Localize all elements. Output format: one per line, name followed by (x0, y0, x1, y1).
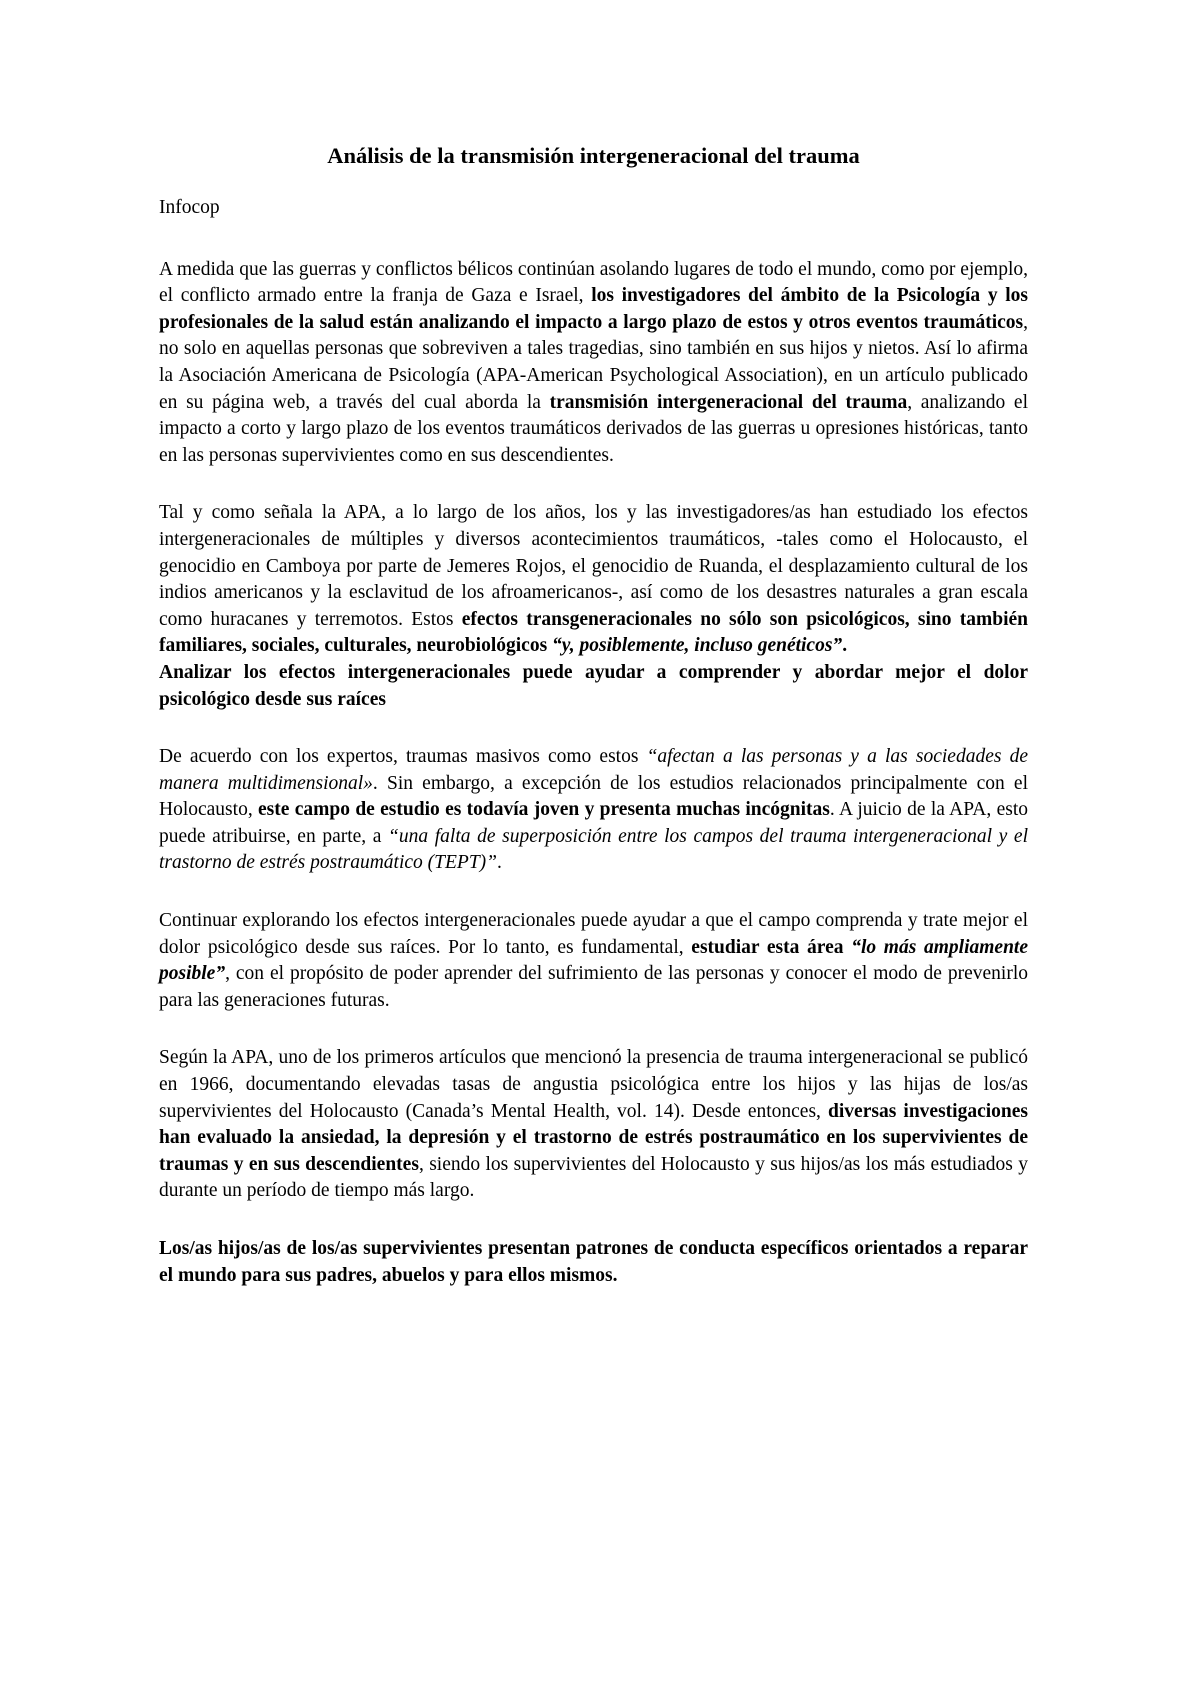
text-run: De acuerdo con los expertos, traumas masivos como estos (159, 746, 647, 768)
text-run: transmisión intergeneracional del trauma (549, 391, 908, 413)
text-run: los investigadores del ámbito de la Psicología y los profesionales de la salud están analizando el impacto a largo plazo de estos y otros eventos traumáticos (159, 285, 1028, 333)
text-run: diversas investigaciones han evaluado la ansiedad, la depresión y el trastorno de estrés postraumático en los supervivientes de traumas y en sus descendientes (159, 1100, 1028, 1175)
text-run: A medida que las guerras y conflictos bélicos continúan asolando lugares de todo el mundo, como por ejemplo, el conflicto armado entre la franja de Gaza e Israel, (159, 258, 1028, 307)
text-run: “una falta de superposición entre los campos del trauma intergeneracional y el trastorno de estrés postraumático (TEPT)” (159, 825, 1028, 874)
text-run: , no solo en aquellas personas que sobreviven a tales tragedias, sino también en sus hijos y nietos. Así lo afirma la Asociación Americana de Psicología (APA-American Psychological Association), en un artículo publicado en su página web, a través del cual aborda la (159, 311, 1028, 413)
paragraph (159, 1045, 1028, 1205)
document-body (159, 257, 1028, 1290)
text-run: estudiar esta área (691, 936, 852, 958)
text-run: Según la APA, uno de los primeros artículos que mencionó la presencia de trauma intergeneracional se publicó en 1966, documentando elevadas tasas de angustia psicológica entre los hijos y las hijas de los/as supervivientes del Holocausto (Canada’s Mental Health, vol. 14). Desde entonces, (159, 1047, 1028, 1122)
paragraph (159, 660, 1028, 713)
text-run: “lo más ampliamente posible” (159, 936, 1028, 985)
text-run: “y, posiblemente, incluso genéticos” (552, 635, 843, 657)
text-run: , con el propósito de poder aprender del sufrimiento de las personas y conocer el modo de prevenirlo para las generaciones futuras. (159, 963, 1028, 1011)
text-run: . Sin embargo, a excepción de los estudios relacionados principalmente con el Holocausto, (159, 772, 1028, 821)
text-run: . (842, 635, 848, 657)
paragraph (159, 1236, 1028, 1289)
text-run: , siendo los supervivientes del Holocausto y sus hijos/as los más estudiados y durante un período de tiempo más largo. (159, 1153, 1029, 1202)
paragraph (159, 500, 1028, 660)
paragraph (159, 744, 1028, 877)
text-run: este campo de estudio es todavía joven y presenta muchas incógnitas (258, 799, 830, 821)
text-run: Continuar explorando los efectos intergeneracionales puede ayudar a que el campo comprenda y trate mejor el dolor psicológico desde sus raíces. Por lo tanto, es fundamental, (159, 910, 1028, 958)
text-run: Analizar los efectos intergeneracionales puede ayudar a comprender y abordar mejor el dolor psicológico desde sus raíces (159, 661, 1028, 710)
paragraph (159, 908, 1028, 1014)
paragraph (159, 257, 1028, 470)
text-run: . A juicio de la APA, esto puede atribuirse, en parte, a (159, 799, 1028, 847)
text-run: “afectan a las personas y a las sociedades de manera multidimensional» (159, 746, 1029, 794)
text-run: , analizando el impacto a corto y largo plazo de los eventos traumáticos derivados de las guerras u opresiones históricas, tanto en las personas supervivientes como en sus descendientes. (159, 391, 1028, 466)
text-run: efectos transgeneracionales no sólo son psicológicos, sino también familiares, sociales, culturales, neurobiológicos (159, 608, 1029, 657)
text-run: . (497, 852, 502, 874)
document-title: Análisis de la transmisión intergeneracional del trauma (327, 143, 860, 168)
text-run: Tal y como señala la APA, a lo largo de los años, los y las investigadores/as han estudiado los efectos intergeneracionales de múltiples y diversos acontecimientos traumáticos, -tales como el Holocausto, el genocidio en Camboya por parte de Jemeres Rojos, el genocidio de Ruanda, el desplazamiento cultural de los indios americanos y la esclavitud de los afroamericanos-, así como de los desastres naturales a gran escala como huracanes y terremotos. Estos (159, 502, 1028, 630)
text-run: Los/as hijos/as de los/as supervivientes presentan patrones de conducta específicos orientados a reparar el mundo para sus padres, abuelos y para ellos mismos. (159, 1238, 1028, 1286)
byline: Infocop (159, 197, 220, 218)
